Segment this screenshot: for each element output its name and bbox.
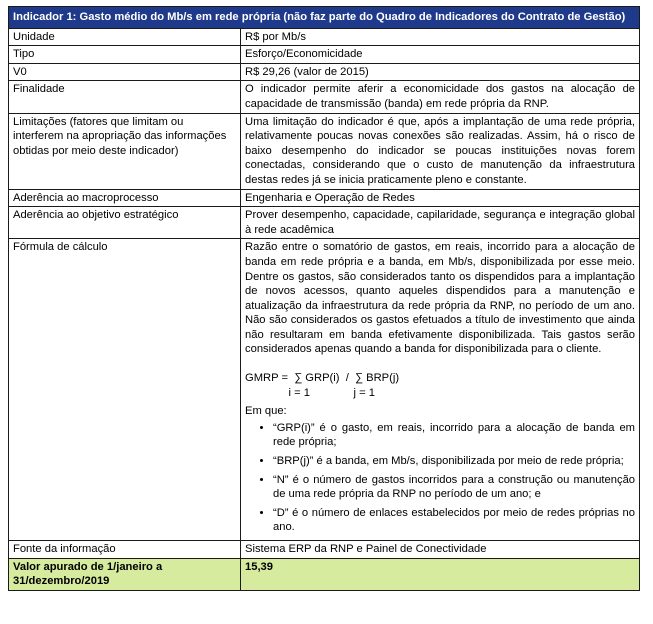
formula-equation-line: GMRP = ∑ GRP(i) / ∑ BRP(j) bbox=[245, 372, 400, 385]
row-value: Esforço/Economicidade bbox=[241, 46, 640, 64]
table-row-formula bbox=[9, 239, 640, 541]
row-value: Sistema ERP da RNP e Painel de Conectividade bbox=[241, 541, 640, 559]
indicator-table-container bbox=[8, 6, 639, 591]
row-label: Valor apurado de 1/janeiro a 31/dezembro/2019 bbox=[9, 558, 241, 590]
list-item: • “D” é o número de enlaces estabelecidos por meio de redes próprias no ano. bbox=[273, 506, 635, 535]
table-row-finalidade bbox=[9, 81, 640, 113]
list-item: • “BRP(j)” é a banda, em Mb/s, disponibilizada por meio de rede própria; bbox=[273, 454, 635, 469]
row-value: 15,39 bbox=[241, 558, 640, 590]
row-label: Fórmula de cálculo bbox=[9, 239, 241, 541]
formula-em-que: Em que: bbox=[245, 405, 287, 418]
row-label: Unidade bbox=[9, 28, 241, 46]
row-value: Uma limitação do indicador é que, após a implantação de uma rede própria, relativamente poucas novas conexões são realizadas. Assim, há o risco de baixo desempenho do indicador se poucas instituições novas forem conectadas, considerando que o custo de manutenção da infraestrutura destas redes já se inicia praticamente pleno e constante. bbox=[241, 113, 640, 189]
row-value: R$ por Mb/s bbox=[241, 28, 640, 46]
row-label: Aderência ao macroprocesso bbox=[9, 189, 241, 207]
row-label: Aderência ao objetivo estratégico bbox=[9, 207, 241, 239]
row-value: O indicador permite aferir a economicidade dos gastos na alocação de capacidade de transmissão (banda) em rede própria da RNP. bbox=[241, 81, 640, 113]
table-row-aderencia-objetivo bbox=[9, 207, 640, 239]
row-value: Prover desempenho, capacidade, capilaridade, segurança e integração global à rede acadêmica bbox=[241, 207, 640, 239]
formula-cell bbox=[241, 239, 640, 541]
row-label: Finalidade bbox=[9, 81, 241, 113]
table-row-v0 bbox=[9, 63, 640, 81]
table-row-limitacoes bbox=[9, 113, 640, 189]
list-item: • “N” é o número de gastos incorridos para a construção ou manutenção de uma rede própria da RNP no período de um ano; e bbox=[273, 473, 635, 502]
table-title: Indicador 1: Gasto médio do Mb/s em rede própria (não faz parte do Quadro de Indicadores do Contrato de Gestão) bbox=[9, 7, 640, 29]
table-row-unidade bbox=[9, 28, 640, 46]
row-label: V0 bbox=[9, 63, 241, 81]
formula-equation bbox=[245, 371, 635, 400]
table-row-fonte bbox=[9, 541, 640, 559]
row-value: R$ 29,26 (valor de 2015) bbox=[241, 63, 640, 81]
indicator-table bbox=[8, 6, 640, 591]
table-row-tipo bbox=[9, 46, 640, 64]
formula-description: Razão entre o somatório de gastos, em reais, incorrido para a alocação de banda em rede própria e a banda, em Mb/s, disponibilizada por esse meio. Dentre os gastos, são considerados tanto os dispendidos para a implantação de novos acessos, quanto aqueles dispendidos para a manutenção e atualização da infraestrutura da rede própria da RNP, no período de um ano. Não são considerados os gastos efetuados a título de investimento que ainda não resultaram em banda efetivamente disponibilizada. Tais gastos serão considerados apenas quando a banda for disponibilizada para o cliente. bbox=[245, 241, 636, 356]
table-row-valor-apurado bbox=[9, 558, 640, 590]
formula-variable-list bbox=[245, 421, 635, 535]
row-value: Engenharia e Operação de Redes bbox=[241, 189, 640, 207]
formula-equation-indices: i = 1 j = 1 bbox=[245, 386, 375, 399]
table-row-aderencia-macroprocesso bbox=[9, 189, 640, 207]
list-item: • “GRP(i)” é o gasto, em reais, incorrido para a alocação de banda em rede própria; bbox=[273, 421, 635, 450]
row-label: Tipo bbox=[9, 46, 241, 64]
row-label: Limitações (fatores que limitam ou interferem na apropriação das informações obtidas por meio deste indicador) bbox=[9, 113, 241, 189]
table-header-row bbox=[9, 7, 640, 29]
row-label: Fonte da informação bbox=[9, 541, 241, 559]
